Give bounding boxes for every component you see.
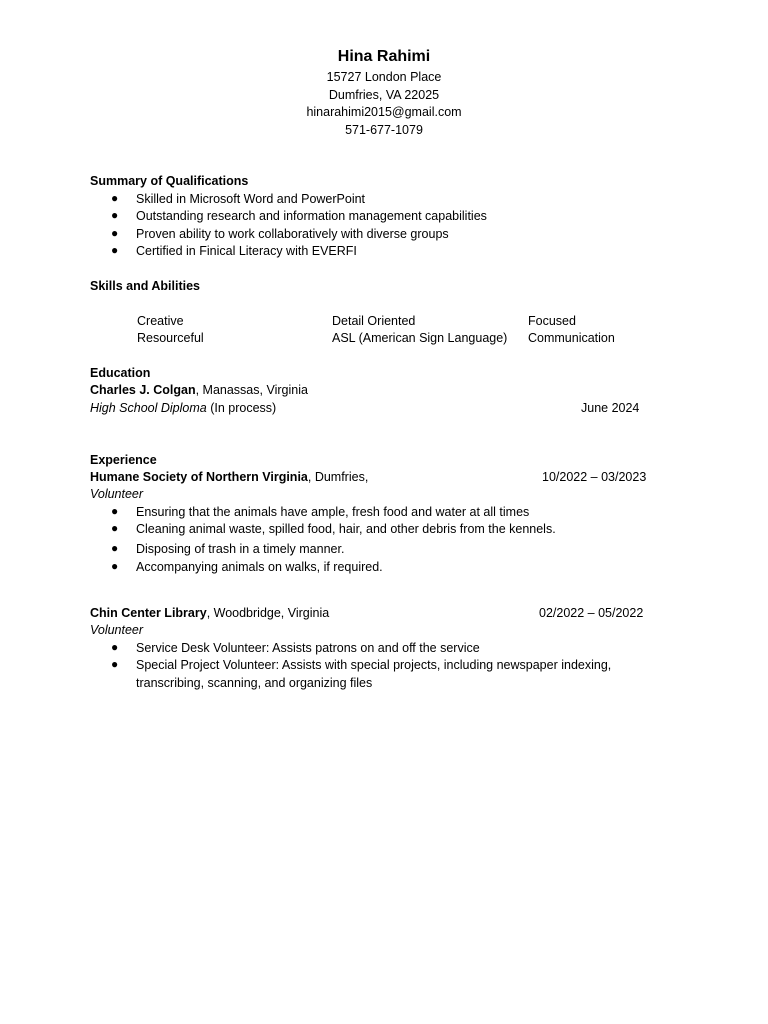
phone: 571-677-1079 [345, 123, 423, 137]
job-duty: Ensuring that the animals have ample, fresh food and water at all times [136, 505, 530, 519]
experience-heading: Experience [90, 453, 157, 467]
bullet-icon: ● [111, 208, 119, 222]
bullet-icon: ● [111, 191, 119, 205]
job-org-line [90, 469, 368, 486]
job-duty: Service Desk Volunteer: Assists patrons on and off the service [136, 641, 480, 655]
job-location: , Dumfries, [307, 470, 369, 484]
job-duty: Special Project Volunteer: Assists with special projects, including newspaper indexing, [136, 658, 612, 672]
summary-item: Outstanding research and information management capabilities [136, 209, 487, 223]
skill-item: Creative [137, 314, 184, 328]
education-heading: Education [90, 366, 151, 380]
summary-item: Certified in Finical Literacy with EVERFI [136, 244, 357, 258]
job-org-line [90, 605, 329, 622]
bullet-icon: ● [111, 657, 119, 671]
education-date: June 2024 [581, 401, 640, 415]
school-name: Charles J. Colgan [90, 383, 196, 397]
summary-item: Proven ability to work collaboratively with diverse groups [136, 227, 449, 241]
job-duty: Disposing of trash in a timely manner. [136, 542, 345, 556]
job-org: Chin Center Library [90, 606, 207, 620]
bullet-icon: ● [111, 226, 119, 240]
job-duty: Accompanying animals on walks, if required. [136, 560, 383, 574]
job-dates: 02/2022 – 05/2022 [539, 606, 644, 620]
applicant-name: Hina Rahimi [337, 48, 431, 65]
skill-item: Focused [528, 314, 576, 328]
summary-heading: Summary of Qualifications [90, 174, 249, 188]
job-dates: 10/2022 – 03/2023 [542, 470, 647, 484]
skill-item: Detail Oriented [332, 314, 416, 328]
skills-heading: Skills and Abilities [90, 279, 200, 293]
bullet-icon: ● [111, 504, 119, 518]
job-role: Volunteer [90, 487, 144, 501]
job-org: Humane Society of Northern Virginia [90, 470, 308, 484]
skill-item: Communication [528, 331, 615, 345]
degree-note: (In process) [206, 401, 277, 415]
education-degree-line [90, 400, 276, 417]
bullet-icon: ● [111, 541, 119, 555]
education-school-line [90, 382, 308, 399]
job-location: , Woodbridge, Virginia [206, 606, 330, 620]
summary-item: Skilled in Microsoft Word and PowerPoint [136, 192, 366, 206]
job-role: Volunteer [90, 623, 144, 637]
bullet-icon: ● [111, 243, 119, 257]
address-line-1: 15727 London Place [326, 70, 442, 84]
degree-name: High School Diploma [90, 401, 207, 415]
bullet-icon: ● [111, 559, 119, 573]
bullet-icon: ● [111, 640, 119, 654]
job-duty-continuation: transcribing, scanning, and organizing files [136, 676, 373, 690]
email: hinarahimi2015@gmail.com [306, 105, 462, 119]
skill-item: ASL (American Sign Language) [332, 331, 508, 345]
job-duty: Cleaning animal waste, spilled food, hair, and other debris from the kennels. [136, 522, 556, 536]
school-location: , Manassas, Virginia [195, 383, 308, 397]
bullet-icon: ● [111, 521, 119, 535]
address-line-2: Dumfries, VA 22025 [328, 88, 440, 102]
skill-item: Resourceful [137, 331, 204, 345]
